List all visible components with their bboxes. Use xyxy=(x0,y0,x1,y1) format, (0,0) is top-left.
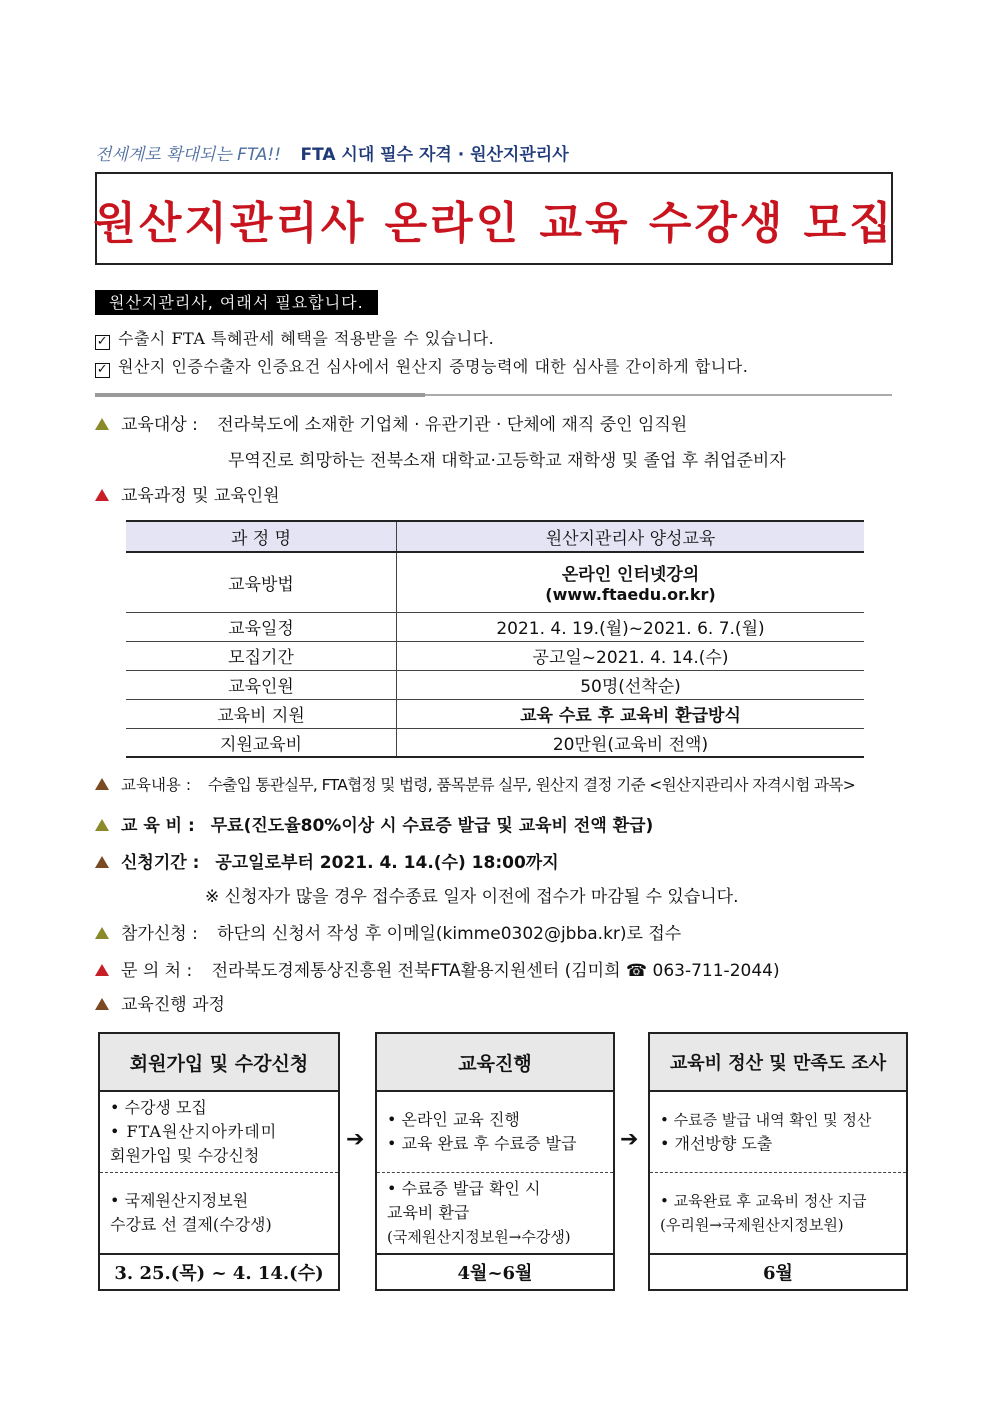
why-banner: 원산지관리사, 여래서 필요합니다. xyxy=(95,290,378,315)
contact-label: 문 의 처 : xyxy=(121,961,193,981)
checkbox-icon: ✓ xyxy=(96,334,109,349)
step-line: • 교육 완료 후 수료증 발급 xyxy=(387,1134,577,1153)
table-header-cell: 원산지관리사 양성교육 xyxy=(397,521,865,552)
content-row xyxy=(95,773,855,795)
tagline-italic: 전세계로 확대되는 FTA!! xyxy=(95,145,282,165)
tagline xyxy=(95,140,569,165)
contact-row xyxy=(95,956,780,981)
tagline-bold: FTA 시대 필수 자격 · 원산지관리사 xyxy=(300,145,569,165)
step-line: • 수료증 발급 내역 확인 및 정산 xyxy=(660,1111,872,1129)
course-table xyxy=(126,520,864,758)
divider-thick xyxy=(95,393,425,397)
step-line: • 수강생 모집 xyxy=(110,1098,207,1117)
table-cell-label: 교육인원 xyxy=(126,670,397,699)
step-line: • 교육완료 후 교육비 정산 지급 xyxy=(660,1192,867,1210)
period-note: ※ 신청자가 많을 경우 접수종료 일자 이전에 접수가 마감될 수 있습니다. xyxy=(205,887,739,907)
step-mid xyxy=(377,1092,613,1173)
table-cell-label: 교육방법 xyxy=(126,552,397,612)
step-date: 4월~6월 xyxy=(457,1263,533,1284)
table-row xyxy=(126,612,864,641)
target-line1: 전라북도에 소재한 기업체 · 유관기관 · 단체에 재직 중인 임직원 xyxy=(217,415,688,435)
period-value: 공고일로부터 2021. 4. 14.(수) 18:00까지 xyxy=(215,853,559,873)
table-cell-value: 교육 수료 후 교육비 환급방식 xyxy=(397,699,865,728)
check-item-2 xyxy=(95,354,748,377)
table-cell-value: 50명(선착순) xyxy=(397,670,865,699)
table-header-row xyxy=(126,521,864,552)
table-row xyxy=(126,670,864,699)
step-mid xyxy=(650,1092,906,1173)
step-bot xyxy=(377,1173,613,1255)
table-row xyxy=(126,699,864,728)
period-label: 신청기간 : xyxy=(121,853,200,873)
table-row xyxy=(126,552,864,612)
method-url: (www.ftaedu.or.kr) xyxy=(545,585,716,605)
step-line: • 온라인 교육 진행 xyxy=(387,1110,520,1129)
apply-value: 하단의 신청서 작성 후 이메일(kimme0302@jbba.kr)로 접수 xyxy=(217,924,682,944)
check-text-1: 수출시 FTA 특혜관세 혜택을 적용받을 수 있습니다. xyxy=(118,329,495,348)
step-title: 교육비 정산 및 만족도 조사 xyxy=(650,1034,906,1092)
process-step-2 xyxy=(375,1032,615,1291)
step-bot xyxy=(650,1173,906,1255)
step-title: 회원가입 및 수강신청 xyxy=(100,1034,338,1092)
divider-thin xyxy=(425,394,892,396)
triangle-icon xyxy=(95,856,109,868)
fee-label: 교 육 비 : xyxy=(121,816,195,836)
step-date: 3. 25.(목) ~ 4. 14.(수) xyxy=(114,1263,324,1284)
course-section-heading xyxy=(95,481,280,506)
process-heading xyxy=(95,990,225,1015)
step-line: 회원가입 및 수강신청 xyxy=(110,1146,260,1165)
process-label: 교육진행 과정 xyxy=(121,995,225,1015)
step-mid xyxy=(100,1092,338,1173)
table-row xyxy=(126,728,864,757)
contact-value: 전라북도경제통상진흥원 전북FTA활용지원센터 (김미희 xyxy=(211,961,621,981)
step-title: 교육진행 xyxy=(377,1034,613,1092)
content-value: 수출입 통관실무, FTA협정 및 법령, 품목분류 실무, 원산지 결정 기준 <원산지관리사 자격시험 과목> xyxy=(207,776,856,794)
triangle-icon xyxy=(95,964,109,976)
course-section-label: 교육과정 및 교육인원 xyxy=(121,486,280,506)
phone-icon: ☎ xyxy=(625,961,648,981)
process-step-3 xyxy=(648,1032,908,1291)
step-line: 수강료 선 결제(수강생) xyxy=(110,1215,272,1234)
table-cell-label: 지원교육비 xyxy=(126,728,397,757)
step-line: • 국제원산지정보원 xyxy=(110,1191,249,1210)
triangle-icon xyxy=(95,927,109,939)
table-cell-value: 공고일~2021. 4. 14.(수) xyxy=(397,641,865,670)
triangle-icon xyxy=(95,418,109,430)
arrow-right-icon: ➔ xyxy=(346,1127,365,1152)
table-row xyxy=(126,641,864,670)
triangle-icon xyxy=(95,489,109,501)
table-cell-value: 20만원(교육비 전액) xyxy=(397,728,865,757)
target-line2: 무역진로 희망하는 전북소재 대학교·고등학교 재학생 및 졸업 후 취업준비자 xyxy=(228,451,786,471)
table-cell-label: 모집기간 xyxy=(126,641,397,670)
step-line: (국제원산지정보원→수강생) xyxy=(387,1228,571,1246)
apply-label: 참가신청 : xyxy=(121,924,198,944)
title-box xyxy=(95,172,893,265)
table-header-cell: 과 정 명 xyxy=(126,521,397,552)
step-line: (우리원→국제원산지정보원) xyxy=(660,1216,844,1234)
arrow-right-icon: ➔ xyxy=(620,1127,639,1152)
target-label: 교육대상 : xyxy=(121,415,198,435)
content-label: 교육내용 : xyxy=(121,776,192,794)
table-cell-label: 교육비 지원 xyxy=(126,699,397,728)
target-row xyxy=(95,410,687,435)
triangle-icon xyxy=(95,778,109,790)
process-step-1 xyxy=(98,1032,340,1291)
checkbox-icon: ✓ xyxy=(96,362,109,377)
method-value: 온라인 인터넷강의 xyxy=(561,565,700,586)
check-text-2: 원산지 인증수출자 인증요건 심사에서 원산지 증명능력에 대한 심사를 간이하게 합니다. xyxy=(118,357,749,376)
fee-value: 무료(진도율80%이상 시 수료증 발급 및 교육비 전액 환급) xyxy=(210,816,654,836)
triangle-icon xyxy=(95,819,109,831)
step-line: • 수료증 발급 확인 시 xyxy=(387,1179,541,1198)
step-line: • 개선방향 도출 xyxy=(660,1134,773,1153)
check-item-1 xyxy=(95,326,494,349)
step-line: 교육비 환급 xyxy=(387,1203,470,1222)
table-cell-value xyxy=(397,552,865,612)
table-cell-value: 2021. 4. 19.(월)~2021. 6. 7.(월) xyxy=(397,612,865,641)
triangle-icon xyxy=(95,998,109,1010)
fee-row xyxy=(95,811,653,836)
page-title: 원산지관리사 온라인 교육 수강생 모집 xyxy=(93,197,895,249)
period-row xyxy=(95,848,559,873)
table-cell-label: 교육일정 xyxy=(126,612,397,641)
step-date: 6월 xyxy=(763,1263,793,1284)
step-bot xyxy=(100,1173,338,1255)
apply-row xyxy=(95,919,681,944)
step-line: • FTA원산지아카데미 xyxy=(110,1122,278,1141)
contact-phone: 063-711-2044) xyxy=(652,961,780,981)
